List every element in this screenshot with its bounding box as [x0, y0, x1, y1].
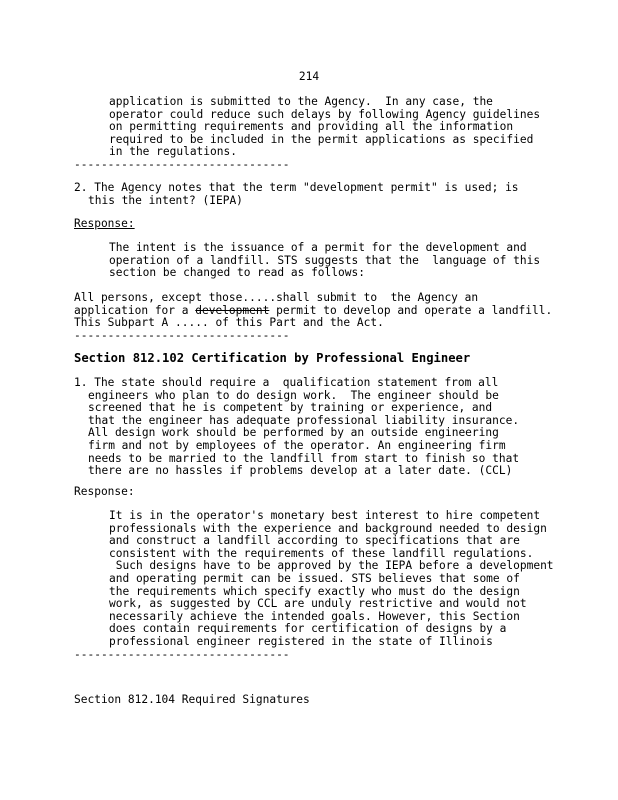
text-line: 1. The state should require a qualification statement from all: [74, 377, 499, 389]
text-line: engineers who plan to do design work. The engineer should be: [88, 389, 499, 402]
text-line: Such designs have to be approved by the IEPA before a development: [109, 560, 554, 573]
question-line: 2. The Agency notes that the term "development permit" is used; is: [74, 182, 519, 194]
text-line: [74, 305, 554, 318]
text-line: that the engineer has adequate professional liability insurance.: [88, 414, 520, 427]
question-2: [74, 182, 554, 207]
text-line: operator could reduce such delays by following Agency guidelines: [109, 108, 541, 121]
text-line: professionals with the experience and background needed to design: [109, 522, 547, 535]
struck-word: development: [195, 304, 270, 317]
text-line: required to be included in the permit applications as specified: [109, 133, 534, 146]
text-line: necessarily achieve the intended goals. However, this Section: [109, 610, 520, 623]
page-number: 214: [298, 70, 320, 83]
text-line: application is submitted to the Agency. In any case, the: [109, 96, 493, 108]
text-line: in the regulations.: [109, 146, 237, 159]
text-line: This Subpart A ..... of this Part and the Act.: [74, 317, 384, 330]
response-label: Response:: [74, 218, 135, 230]
text-line: the requirements which specify exactly who must do the design: [109, 585, 520, 598]
text-line: consistent with the requirements of these landfill regulations.: [109, 547, 534, 560]
section-812-102-heading-block: [74, 352, 554, 365]
q2-response: [74, 242, 554, 280]
section-heading: Section 812.102 Certification by Professional Engineer: [74, 352, 471, 365]
text-line: firm and not by employees of the operator. An engineering firm: [88, 439, 506, 452]
text-line: does contain requirements for certification of designs by a: [109, 623, 507, 636]
text-line: and operating permit can be issued. STS believes that some of: [109, 572, 520, 585]
separator-rule: --------------------------------: [74, 647, 290, 661]
text-line: It is in the operator's monetary best interest to hire competent: [109, 510, 541, 522]
text-fragment: permit to develop and operate a landfill.: [269, 304, 553, 317]
text-line: and construct a landfill according to specifications that are: [109, 535, 520, 548]
section-812-102-response-label-block: [74, 486, 554, 499]
text-line: on permitting requirements and providing all the information: [109, 121, 514, 134]
text-line: The intent is the issuance of a permit for the development and: [109, 242, 527, 254]
q2-quoted-text: [74, 292, 554, 342]
text-line: screened that he is competent by training or experience, and: [88, 402, 493, 415]
text-line: All persons, except those.....shall submit to the Agency an: [74, 292, 479, 304]
separator-rule: --------------------------------: [74, 328, 290, 342]
text-line: needs to be married to the landfill from start to finish so that: [88, 452, 520, 465]
question-line: this the intent? (IEPA): [88, 194, 243, 207]
text-line: section be changed to read as follows:: [109, 267, 365, 280]
text-line: operation of a landfill. STS suggests that the language of this: [109, 254, 541, 267]
section-812-102-item-1: [74, 377, 554, 478]
section-812-104-heading-block: [74, 694, 554, 707]
q2-response-label-block: [74, 218, 554, 231]
text-line: professional engineer registered in the state of Illinois: [109, 635, 493, 648]
section-812-102-response: [74, 510, 554, 661]
text-fragment: application for a: [74, 304, 196, 317]
text-line: work, as suggested by CCL are unduly restrictive and would not: [109, 598, 527, 611]
intro-paragraph: [74, 96, 554, 172]
section-heading: Section 812.104 Required Signatures: [74, 694, 310, 706]
response-label: Response:: [74, 486, 135, 498]
text-line: All design work should be performed by an outside engineering: [88, 427, 499, 440]
separator-rule: --------------------------------: [74, 157, 290, 171]
text-line: there are no hassles if problems develop at a later date. (CCL): [88, 465, 513, 478]
